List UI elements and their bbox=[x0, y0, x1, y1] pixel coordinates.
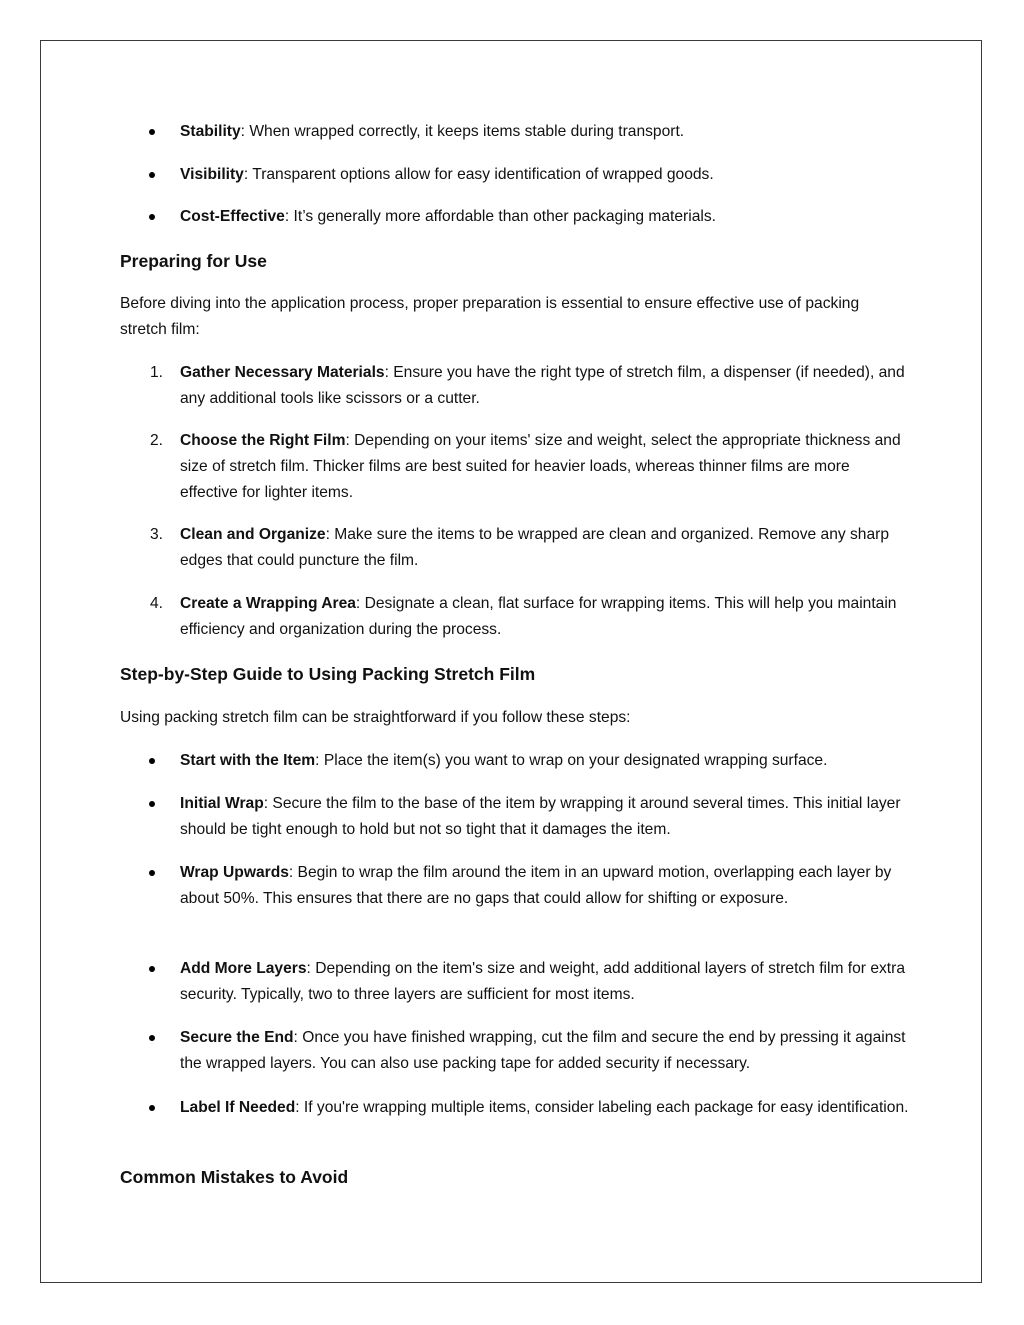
list-item-visibility bbox=[180, 162, 910, 188]
bullet-text: : Place the item(s) you want to wrap on your designated wrapping surface. bbox=[315, 752, 828, 769]
bullet-text: : When wrapped correctly, it keeps items stable during transport. bbox=[240, 123, 685, 140]
numbered-item-3 bbox=[150, 522, 910, 574]
section-heading-guide: Step-by-Step Guide to Using Packing Stretch Film bbox=[120, 664, 536, 684]
section-intro-guide: Using packing stretch film can be straightforward if you follow these steps: bbox=[120, 709, 631, 726]
list-number: 4. bbox=[150, 595, 164, 612]
list-item-label-if-needed bbox=[180, 1095, 910, 1121]
bullet-term: Add More Layers bbox=[180, 960, 307, 977]
bullet-icon bbox=[149, 758, 155, 764]
step-text: : Depending on your items' size and weight, select the appropriate thickness and size of stretch film. Thicker films are best suited for heavier loads, whereas thinner films are more effective for lighter items. bbox=[180, 432, 901, 501]
bullet-text: : Transparent options allow for easy identification of wrapped goods. bbox=[243, 166, 714, 183]
list-item-cost-effective bbox=[180, 204, 910, 230]
list-item-initial-wrap bbox=[180, 791, 910, 843]
list-item-secure-the-end bbox=[180, 1025, 910, 1077]
bullet-icon bbox=[149, 801, 155, 807]
step-text: : Ensure you have the right type of stretch film, a dispenser (if needed), and any additional tools like scissors or a cutter. bbox=[180, 364, 905, 407]
bullet-icon bbox=[149, 1105, 155, 1111]
bullet-term: Cost-Effective bbox=[180, 208, 285, 225]
bullet-text: : Begin to wrap the film around the item in an upward motion, overlapping each layer by about 50%. This ensures that there are no gaps that could allow for shifting or exposure. bbox=[180, 864, 892, 907]
step-term: Gather Necessary Materials bbox=[180, 364, 385, 381]
section-heading-preparing: Preparing for Use bbox=[120, 251, 267, 271]
list-item-stability bbox=[180, 119, 910, 145]
list-item-add-more-layers bbox=[180, 956, 910, 1008]
numbered-item-4 bbox=[150, 591, 910, 643]
step-text: : Designate a clean, flat surface for wrapping items. This will help you maintain efficiency and organization during the process. bbox=[180, 595, 897, 638]
bullet-icon bbox=[149, 870, 155, 876]
bullet-icon bbox=[149, 172, 155, 178]
list-number: 2. bbox=[150, 432, 164, 449]
bullet-term: Start with the Item bbox=[180, 752, 316, 769]
step-term: Clean and Organize bbox=[180, 526, 326, 543]
bullet-icon bbox=[149, 214, 155, 220]
bullet-term: Stability bbox=[180, 123, 241, 140]
bullet-text: : Depending on the item's size and weight, add additional layers of stretch film for extra security. Typically, two to three layers are sufficient for most items. bbox=[180, 960, 905, 1003]
bullet-term: Label If Needed bbox=[180, 1099, 296, 1116]
bullet-text: : Secure the film to the base of the item by wrapping it around several times. This initial layer should be tight enough to hold but not so tight that it damages the item. bbox=[180, 795, 901, 838]
bullet-icon bbox=[149, 1035, 155, 1041]
step-term: Create a Wrapping Area bbox=[180, 595, 356, 612]
bullet-term: Visibility bbox=[180, 166, 244, 183]
list-item-start-with-item bbox=[180, 748, 910, 774]
bullet-text: : If you're wrapping multiple items, consider labeling each package for easy identification. bbox=[295, 1099, 909, 1116]
bullet-text: : Once you have finished wrapping, cut the film and secure the end by pressing it against the wrapped layers. You can also use packing tape for added security if necessary. bbox=[180, 1029, 906, 1072]
bullet-icon bbox=[149, 129, 155, 135]
section-heading-mistakes: Common Mistakes to Avoid bbox=[120, 1167, 349, 1187]
list-number: 1. bbox=[150, 364, 164, 381]
list-item-wrap-upwards bbox=[180, 860, 910, 912]
bullet-term: Secure the End bbox=[180, 1029, 294, 1046]
section-intro-preparing: Before diving into the application process, proper preparation is essential to ensure effective use of packing stretch film: bbox=[120, 295, 860, 338]
bullet-term: Wrap Upwards bbox=[180, 864, 289, 881]
step-text: : Make sure the items to be wrapped are clean and organized. Remove any sharp edges that could puncture the film. bbox=[180, 526, 890, 569]
step-term: Choose the Right Film bbox=[180, 432, 346, 449]
bullet-term: Initial Wrap bbox=[180, 795, 264, 812]
bullet-icon bbox=[149, 966, 155, 972]
list-number: 3. bbox=[150, 526, 164, 543]
numbered-item-1 bbox=[150, 360, 910, 412]
bullet-text: : It’s generally more affordable than other packaging materials. bbox=[284, 208, 716, 225]
numbered-item-2 bbox=[150, 428, 910, 506]
